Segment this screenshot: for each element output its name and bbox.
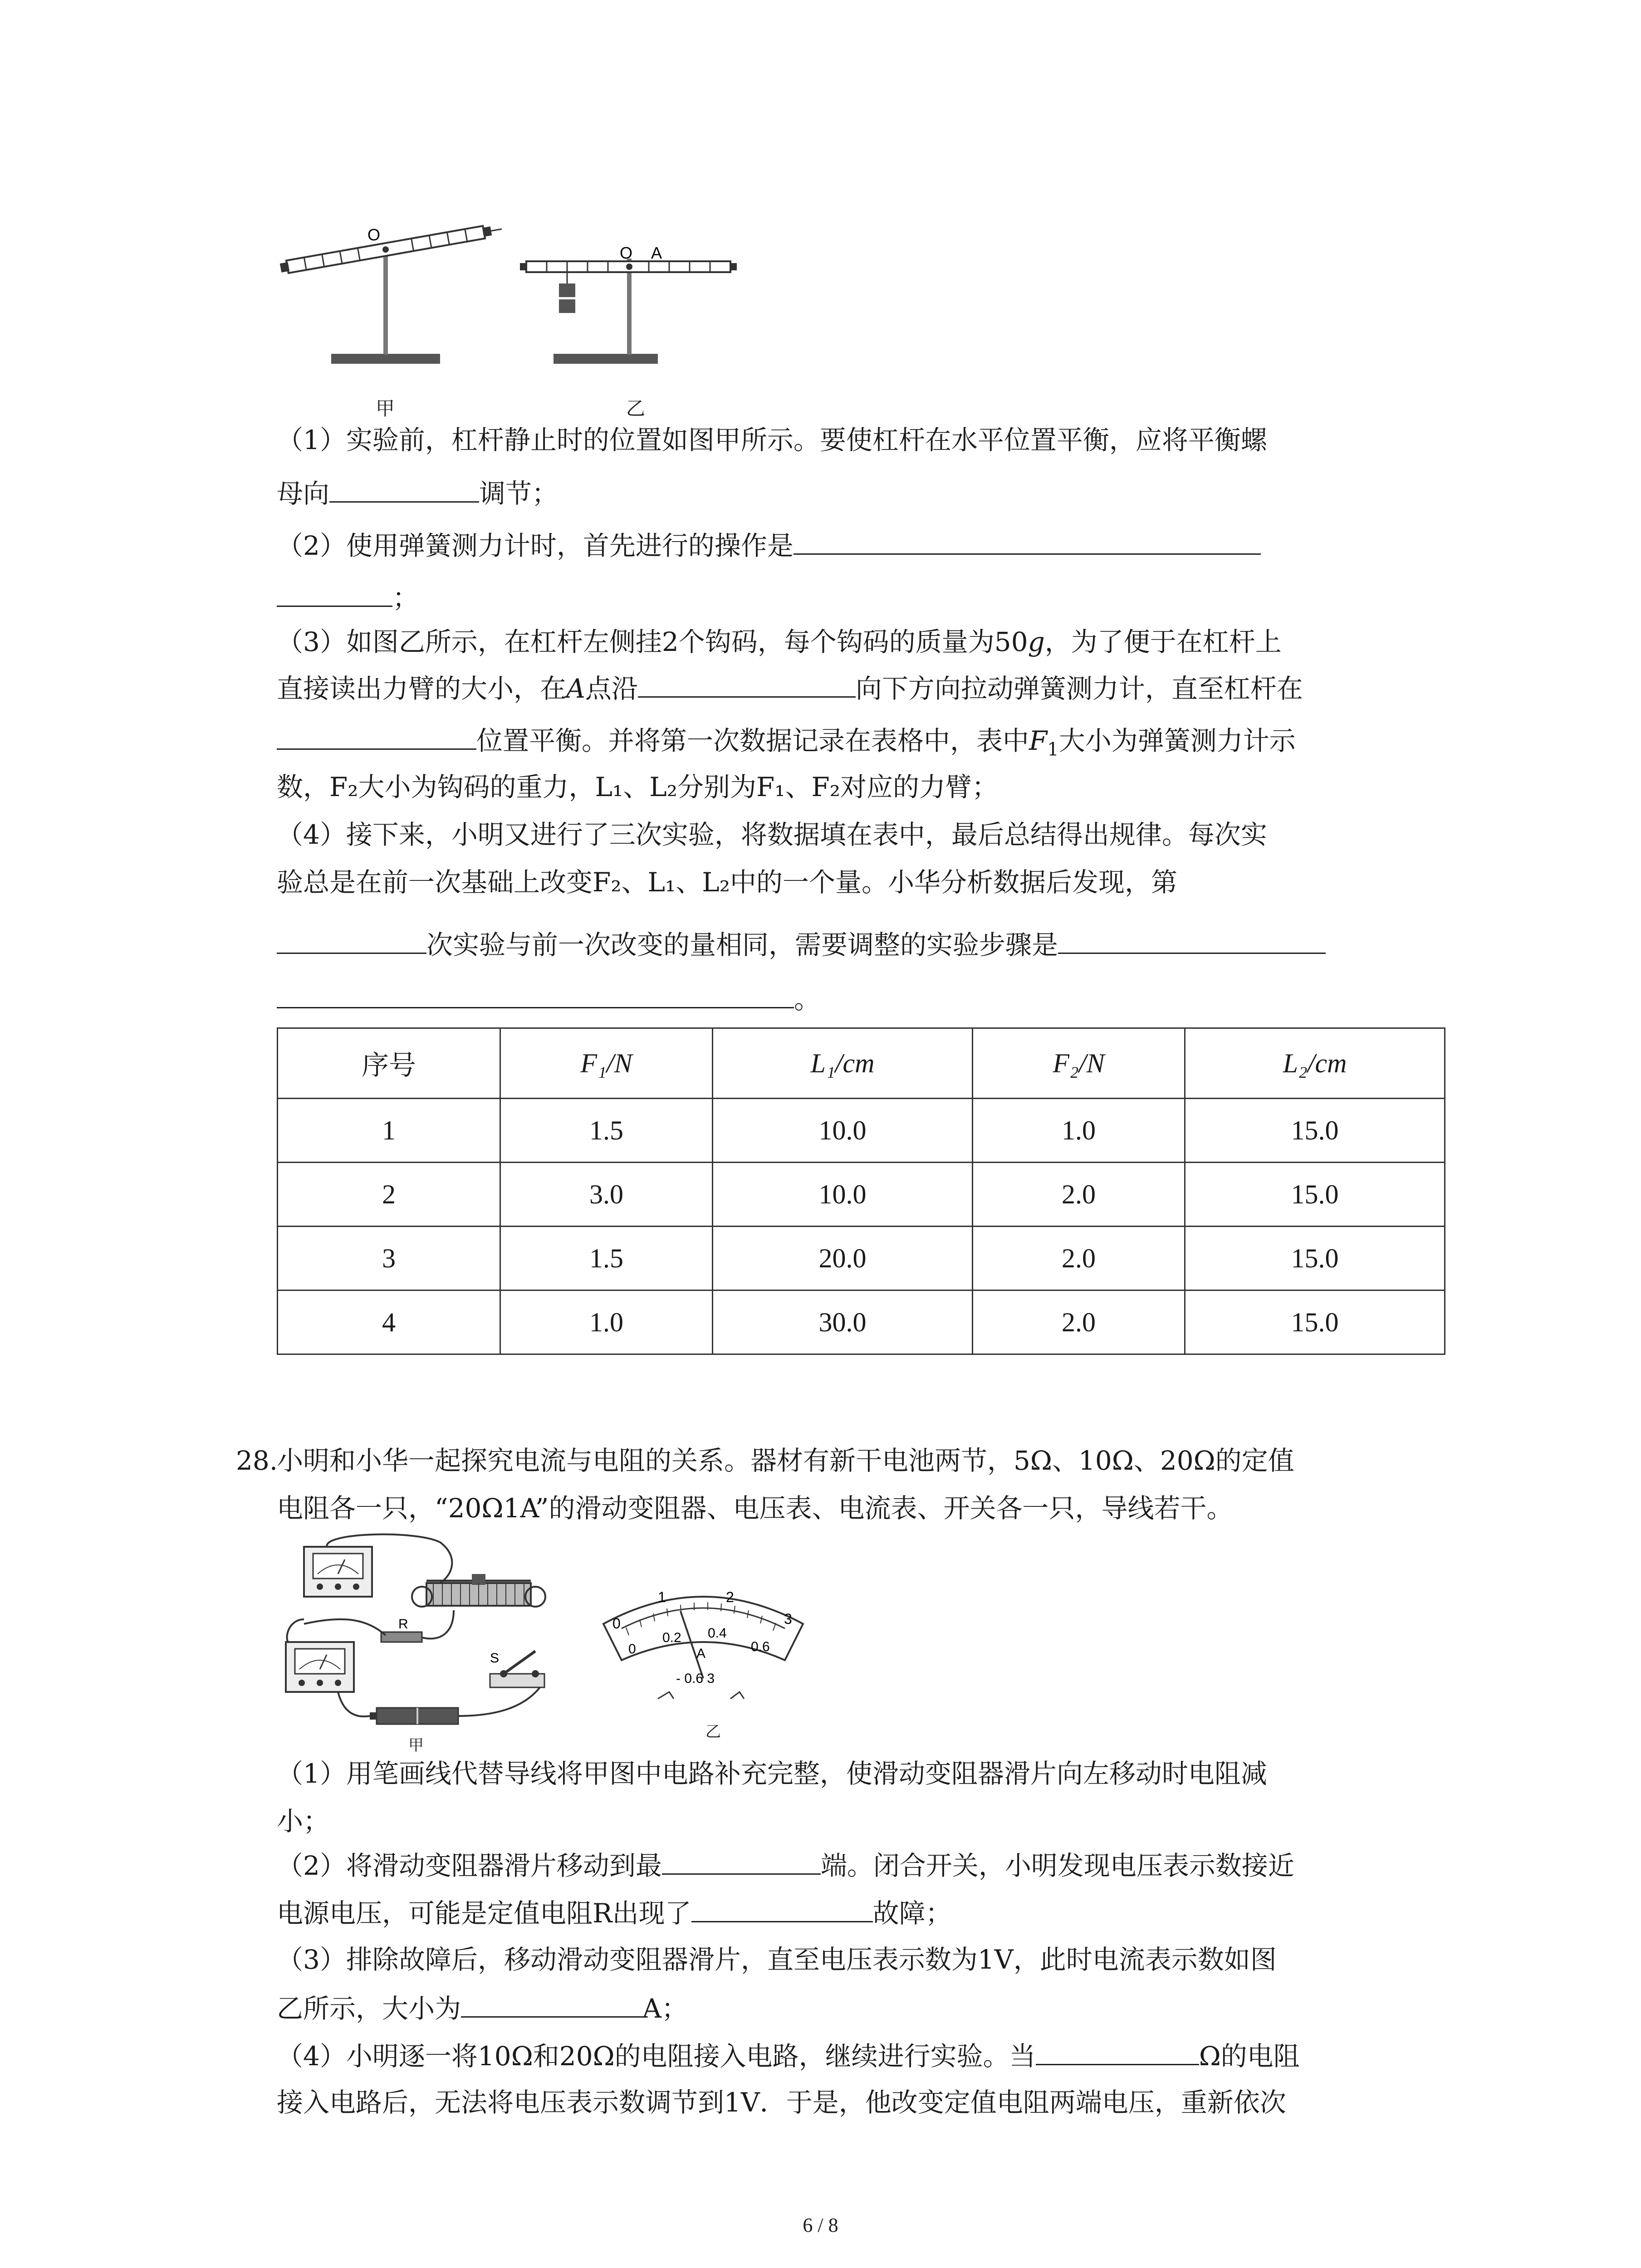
table-cell: 10.0: [713, 1163, 973, 1227]
q27-blank-operation[interactable]: [794, 526, 1261, 555]
svg-text:O: O: [620, 244, 633, 262]
table-row: [278, 1227, 1445, 1290]
table-header: F₁/N: [500, 1028, 712, 1099]
table-cell: 1.5: [500, 1099, 712, 1163]
table-header: L₂/cm: [1185, 1028, 1445, 1099]
lever-jia: [279, 223, 503, 364]
label-o: O: [367, 225, 381, 244]
voltmeter: [304, 1547, 372, 1597]
dial-terminals: - 0.6 3: [676, 1671, 715, 1686]
table-cell: 10.0: [713, 1099, 973, 1163]
q28-p2-line2: 电源电压，可能是定值电阻R出现了 故障；: [277, 1894, 952, 1931]
dial-label: 0: [628, 1642, 636, 1657]
switch-s: [490, 1651, 544, 1687]
circuit-caption-jia: 甲: [408, 1736, 424, 1755]
q27-p4-line2: 验总是在前一次基础上改变F₂、L₁、L₂中的一个量。小华分析数据后发现，第: [277, 867, 1178, 898]
q27-p2-line1: （2）使用弹簧测力计时，首先进行的操作是: [277, 526, 1261, 564]
q27-p3-line4: 数，F₂大小为钩码的重力，L₁、L₂分别为F₁、F₂对应的力臂；: [277, 772, 999, 802]
circuit-figure: [277, 1529, 585, 1733]
q28-blank-current[interactable]: [461, 1989, 642, 2018]
q28-blank-end[interactable]: [662, 1846, 821, 1875]
table-cell: 15.0: [1185, 1290, 1445, 1354]
q27-blank-pull-direction[interactable]: [638, 669, 856, 698]
q27-p4-line1: （4）接下来，小明又进行了三次实验，将数据填在表中，最后总结得出规律。每次实: [277, 819, 1267, 850]
dial-letter: A: [696, 1646, 706, 1661]
q28-p1-line2: 小；: [277, 1806, 330, 1837]
svg-text:S: S: [490, 1651, 500, 1666]
table-cell: 1.0: [972, 1099, 1185, 1163]
table-header-row: [278, 1028, 1445, 1099]
table-cell: 2.0: [972, 1227, 1185, 1290]
q27-p4-line3: 次实验与前一次改变的量相同，需要调整的实验步骤是: [277, 925, 1326, 963]
q28-blank-resistance[interactable]: [1036, 2037, 1199, 2065]
caption-jia: 甲: [376, 397, 395, 420]
q27-blank-direction[interactable]: [329, 474, 479, 503]
q28-p3-line1: （3）排除故障后，移动滑动变阻器滑片，直至电压表示数为1V，此时电流表示数如图: [277, 1944, 1277, 1975]
q27-p1-line2: 母向 调节；: [277, 474, 558, 512]
table-cell: 2.0: [972, 1163, 1185, 1227]
q28-p4-line2: 接入电路后，无法将电压表示数调节到1V．于是，他改变定值电阻两端电压，重新依次: [277, 2087, 1286, 2118]
dial-caption-yi: 乙: [705, 1723, 721, 1741]
q28-p4-line1: （4）小明逐一将10Ω和20Ω的电阻接入电路，继续进行实验。当 Ω的电阻: [277, 2037, 1300, 2074]
ammeter-dial-figure: [594, 1579, 812, 1715]
table-cell: 30.0: [713, 1290, 973, 1354]
q28-p3-line2: 乙所示，大小为 A；: [277, 1989, 688, 2027]
table-cell: 3.0: [500, 1163, 712, 1227]
q27-p4-line4: 。: [277, 980, 820, 1017]
q28-intro-line1: 小明和小华一起探究电流与电阻的关系。器材有新干电池两节，5Ω、10Ω、20Ω的定值: [277, 1445, 1294, 1476]
resistor-r: [381, 1617, 422, 1642]
dial-label: 0.2: [662, 1630, 681, 1645]
table-cell: 1.0: [500, 1290, 712, 1354]
table-header: F₂/N: [972, 1028, 1185, 1099]
dial-label: 1: [658, 1589, 666, 1605]
table-header: L₁/cm: [713, 1028, 973, 1099]
q27-blank-trial-number[interactable]: [277, 925, 426, 954]
dial-label: 3: [784, 1611, 792, 1627]
table-cell: 1.5: [500, 1227, 712, 1290]
q28-number: 28.: [236, 1445, 278, 1476]
dial-label: 0.4: [708, 1626, 727, 1641]
battery: [370, 1708, 458, 1724]
table-cell: 4: [278, 1290, 500, 1354]
q27-p3-line2: 直接读出力臂的大小，在A点沿 向下方向拉动弹簧测力计，直至杠杆在: [277, 669, 1303, 707]
table-cell: 2: [278, 1163, 500, 1227]
q27-p3-line1: （3）如图乙所示，在杠杆左侧挂2个钩码，每个钩码的质量为50g，为了便于在杠杆上: [277, 626, 1282, 657]
q28-blank-fault[interactable]: [691, 1894, 873, 1922]
table-cell: 15.0: [1185, 1227, 1445, 1290]
q27-blank-operation-cont[interactable]: [277, 578, 392, 607]
q27-blank-position[interactable]: [277, 721, 476, 750]
lever-yi: [520, 244, 737, 364]
data-table: [277, 1027, 1445, 1355]
dial-label: 0.6: [751, 1639, 770, 1654]
svg-text:R: R: [398, 1617, 408, 1632]
table-header: 序号: [278, 1028, 500, 1099]
ammeter: [286, 1642, 354, 1692]
dial-label: 0: [612, 1615, 621, 1632]
table-row: [278, 1290, 1445, 1354]
table-row: [278, 1163, 1445, 1227]
q27-p2-line2: ；: [277, 578, 419, 616]
caption-yi: 乙: [626, 397, 646, 420]
q27-blank-adjust-step-cont[interactable]: [277, 980, 794, 1008]
table-cell: 2.0: [972, 1290, 1185, 1354]
table-cell: 15.0: [1185, 1099, 1445, 1163]
table-cell: 1: [278, 1099, 500, 1163]
q27-p3-line3: 位置平衡。并将第一次数据记录在表格中，表中$F_1$大小为弹簧测力计示: [277, 721, 1296, 768]
table-cell: 3: [278, 1227, 500, 1290]
rheostat: [412, 1574, 545, 1607]
table-cell: 15.0: [1185, 1163, 1445, 1227]
dial-label: 2: [726, 1589, 734, 1605]
table-row: [278, 1099, 1445, 1163]
table-cell: 20.0: [713, 1227, 973, 1290]
lever-figure: [272, 200, 771, 417]
q27-p1-line1: （1）实验前，杠杆静止时的位置如图甲所示。要使杠杆在水平位置平衡，应将平衡螺: [277, 425, 1267, 455]
page-number: 6 / 8: [803, 2214, 838, 2236]
label-a: A: [651, 244, 662, 262]
q27-blank-adjust-step[interactable]: [1058, 925, 1326, 954]
q28-p1-line1: （1）用笔画线代替导线将甲图中电路补充完整，使滑动变阻器滑片向左移动时电阻减: [277, 1758, 1267, 1789]
q28-intro-line2: 电阻各一只，“20Ω1A”的滑动变阻器、电压表、电流表、开关各一只，导线若干。: [277, 1493, 1233, 1524]
q28-p2-line1: （2）将滑动变阻器滑片移动到最 端。闭合开关，小明发现电压表示数接近: [277, 1846, 1294, 1884]
